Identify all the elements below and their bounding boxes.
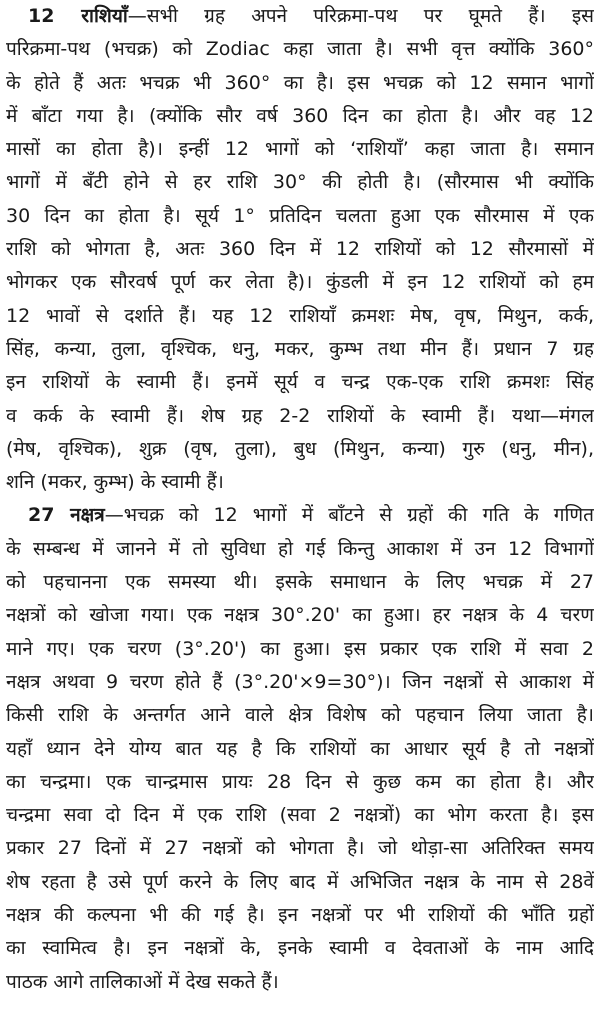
text-line: शनि (मकर, कुम्भ) के स्वामी हैं। [6, 471, 224, 494]
paragraph-lead: 27 नक्षत्र [28, 504, 105, 527]
text-line: सिंह, कन्या, तुला, वृश्चिक, धनु, मकर, कुम्भ तथा मीन हैं। प्रधान 7 ग्रह [6, 337, 594, 360]
text-line: 12 भावों से दर्शाते हैं। यह 12 राशियाँ क्रमशः मेष, वृष, मिथुन, कर्क, [6, 304, 594, 327]
text-line: नक्षत्र अथवा 9 चरण होते हैं (3°.20'×9=30°)। जिन नक्षत्रों से आकाश में [6, 670, 594, 693]
text-line: प्रकार 27 दिनों में 27 नक्षत्रों को भोगता है। जो थोड़ा-सा अतिरिक्त समय [6, 837, 594, 860]
text-line: पाठक आगे तालिकाओं में देख सकते हैं। [6, 970, 279, 993]
text-line: किसी राशि के अन्तर्गत आने वाले क्षेत्र विशेष को पहचान लिया जाता है। [6, 704, 594, 727]
paragraph-lead: 12 राशियाँ [28, 5, 128, 27]
text-line: व कर्क के स्वामी हैं। शेष ग्रह 2-2 राशियों के स्वामी हैं। यथा—मंगल [6, 404, 594, 427]
text-line: का स्वामित्व है। इन नक्षत्रों के, इनके स्वामी व देवताओं के नाम आदि [6, 937, 594, 960]
text-line: 30 दिन का होता है। सूर्य 1° प्रतिदिन चलता हुआ एक सौरमास में एक [6, 204, 594, 227]
text-line: चन्द्रमा सवा दो दिन में एक राशि (सवा 2 नक्षत्रों) का भोग करता है। इस [6, 804, 594, 827]
text-line: इन राशियों के स्वामी हैं। इनमें सूर्य व चन्द्र एक-एक राशि क्रमशः सिंह [6, 371, 594, 394]
text-line: (मेष, वृश्चिक), शुक्र (वृष, तुला), बुध (मिथुन, कन्या) गुरु (धनु, मीन), [6, 437, 594, 460]
text-line: यहाँ ध्यान देने योग्य बात यह है कि राशियों का आधार सूर्य है तो नक्षत्रों [6, 737, 594, 760]
text-line: माने गए। एक चरण (3°.20') का हुआ। इस प्रकार एक राशि में सवा 2 [6, 637, 594, 660]
text-line: नक्षत्र की कल्पना भी की गई है। इन नक्षत्रों पर भी राशियों की भाँति ग्रहों [6, 904, 594, 927]
text-line: मासों का होता है)। इन्हीं 12 भागों को ‘राशियाँ’ कहा जाता है। समान [6, 138, 594, 161]
text-line: नक्षत्रों को खोजा गया। एक नक्षत्र 30°.20' का हुआ। हर नक्षत्र के 4 चरण [6, 604, 594, 627]
text-line: 12 राशियाँ—सभी ग्रह अपने परिक्रमा-पथ पर घूमते हैं। इस [28, 5, 594, 27]
text-line: राशि को भोगता है, अतः 360 दिन में 12 राशियों को 12 सौरमासों में [6, 238, 594, 261]
paragraph-nakshatra [6, 499, 594, 998]
text-line: को पहचानना एक समस्या थी। इसके समाधान के लिए भचक्र में 27 [6, 571, 594, 594]
text-line: के होते हैं अतः भचक्र भी 360° का है। इस भचक्र को 12 समान भागों [6, 71, 594, 94]
text-line: भागों में बँटी होने से हर राशि 30° की होती है। (सौरमास भी क्योंकि [6, 171, 594, 194]
text-line: का चन्द्रमा। एक चान्द्रमास प्रायः 28 दिन से कुछ कम का होता है। और [6, 770, 594, 793]
text-line: परिक्रमा-पथ (भचक्र) को Zodiac कहा जाता है। सभी वृत्त क्योंकि 360° [6, 38, 594, 61]
text-line: में बाँटा गया है। (क्योंकि सौर वर्ष 360 दिन का होता है। और वह 12 [6, 104, 594, 127]
text-line: 27 नक्षत्र—भचक्र को 12 भागों में बाँटने से ग्रहों की गति के गणित [28, 504, 594, 527]
paragraph-rashi [6, 0, 594, 499]
text-line: के सम्बन्ध में जानने में तो सुविधा हो गई किन्तु आकाश में उन 12 विभागों [6, 537, 594, 560]
text-line: भोगकर एक सौरवर्ष पूर्ण कर लेता है)। कुंडली में इन 12 राशियों को हम [6, 271, 594, 294]
text-line: शेष रहता है उसे पूर्ण करने के लिए बाद में अभिजित नक्षत्र के नाम से 28वें [6, 870, 594, 893]
